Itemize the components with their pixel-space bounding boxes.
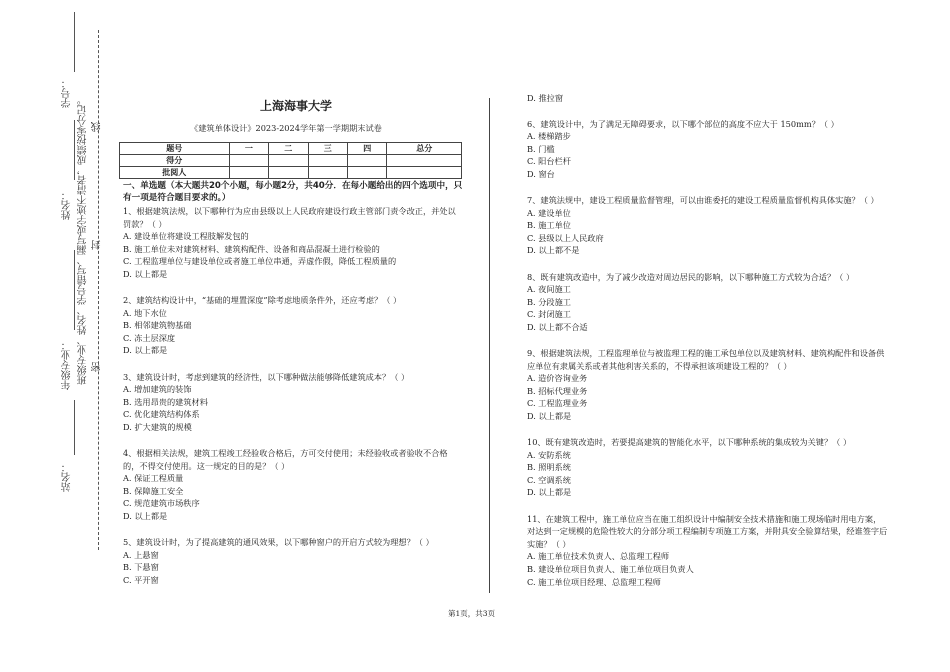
option: A. 建设单位将建设工程肢解发包的 xyxy=(123,231,249,242)
reviewer-cell[interactable] xyxy=(308,167,347,179)
question xyxy=(527,436,889,499)
option: A. 施工单位技术负责人、总监理工程师 xyxy=(527,551,670,562)
option: B. 施工单位 xyxy=(527,220,571,231)
right-questions xyxy=(527,118,889,589)
question xyxy=(123,294,463,357)
option: D. 窗台 xyxy=(527,168,555,179)
question xyxy=(123,447,463,523)
option: D. 以上都不合适 xyxy=(527,321,588,332)
name-label: 姓名： xyxy=(62,190,73,220)
question-stem: 2、建筑结构设计中，“基础的埋置深度”除考虑地质条件外，还应考虑？（ ） xyxy=(123,295,402,306)
student-id-line xyxy=(74,12,75,72)
option: B. 施工单位未对建筑材料、建筑构配件、设备和商品混凝土进行检验的 xyxy=(123,243,380,254)
column-divider xyxy=(489,98,490,593)
page-footer: 第1页，共3页 xyxy=(448,609,496,618)
score-header-cell: 总分 xyxy=(387,143,462,155)
school-title: 上海海事大学 xyxy=(260,99,333,113)
score-row-label: 得分 xyxy=(120,155,230,167)
score-header-cell: 一 xyxy=(229,143,268,155)
question-stem: 11、在建筑工程中，施工单位应当在施工组织设计中编制安全技术措施和施工现场临时用电方案，对达到一定规模的危险性较大的分部分项工程编制专项施工方案，并附具安全验算结果，经谁签字后实施？（ ） xyxy=(527,513,888,549)
left-questions xyxy=(123,205,463,586)
score-cell[interactable] xyxy=(269,155,308,167)
question xyxy=(123,205,463,281)
option: B. 相邻建筑物基础 xyxy=(123,320,192,331)
reviewer-cell[interactable] xyxy=(387,167,462,179)
name-line xyxy=(74,120,75,180)
question-stem: 3、建筑设计时，考虑到建筑的经济性，以下哪种做法能够降低建筑成本？（ ） xyxy=(123,371,410,382)
option: D. 以上都是 xyxy=(123,510,168,521)
score-table-header-row xyxy=(120,143,462,155)
left-column xyxy=(123,180,463,586)
option: B. 下悬窗 xyxy=(123,562,159,573)
section-heading: 一、单选题（本大题共20个小题，每小题2分，共40分．在每小题给出的四个选项中，只有一项是符合题目要求的。） xyxy=(123,181,463,203)
question xyxy=(123,371,463,434)
option: B. 门槛 xyxy=(527,143,555,154)
option: C. 阳台栏杆 xyxy=(527,156,571,167)
question-stem: 9、根据建筑法规，工程监理单位与被监理工程的施工承包单位以及建筑材料、建筑构配件和设备供应单位有隶属关系或者其他利害关系的，不得承担该项建设工程的？（ ） xyxy=(527,348,885,371)
seal-mark-mi: 密 xyxy=(92,362,103,372)
reviewer-row-label: 批阅人 xyxy=(120,167,230,179)
question-stem: 7、建筑法规中，建设工程质量监督管理，可以由谁委托的建设工程质量监督机构具体实施？（ ） xyxy=(527,195,879,206)
binding-notice: 班级专业、姓名、学号错写、漏写或字迹不清者，成绩按零分记。 xyxy=(78,95,89,385)
option: B. 招标代理业务 xyxy=(527,385,588,396)
binding-dashed-line xyxy=(98,30,99,550)
option: C. 工程监理业务 xyxy=(527,398,588,409)
option: A. 造价咨询业务 xyxy=(527,373,588,384)
score-row xyxy=(120,155,462,167)
question xyxy=(123,536,463,586)
option: A. 夜间施工 xyxy=(527,284,571,295)
score-table xyxy=(119,142,462,179)
option: A. 保证工程质量 xyxy=(123,473,184,484)
score-cell[interactable] xyxy=(308,155,347,167)
option: D. 以上都是 xyxy=(527,487,572,498)
option: A. 地下水位 xyxy=(123,307,167,318)
right-column xyxy=(527,92,889,588)
reviewer-cell[interactable] xyxy=(347,167,386,179)
score-cell[interactable] xyxy=(229,155,268,167)
question-stem: 1、根据建筑法规，以下哪种行为应由县级以上人民政府建设行政主管部门责令改正，并处以罚款？（ ） xyxy=(123,206,456,229)
option: C. 规范建筑市场秩序 xyxy=(123,498,200,509)
option: B. 分段施工 xyxy=(527,296,571,307)
score-header-cell: 题号 xyxy=(120,143,230,155)
option: D. 以上都是 xyxy=(123,268,168,279)
question xyxy=(527,194,889,257)
score-cell[interactable] xyxy=(387,155,462,167)
option: D. 推拉窗 xyxy=(527,93,564,103)
option: D. 扩大建筑的规模 xyxy=(123,421,192,432)
option: D. 以上都是 xyxy=(123,345,168,356)
option: B. 保障施工安全 xyxy=(123,485,184,496)
reviewer-cell[interactable] xyxy=(269,167,308,179)
question-stem: 5、建筑设计时，为了提高建筑的通风效果，以下哪种窗户的开启方式较为理想？（ ） xyxy=(123,537,434,548)
score-cell[interactable] xyxy=(347,155,386,167)
option: D. 以上都是 xyxy=(527,410,572,421)
class-label: 年级专业： xyxy=(62,340,73,390)
option: A. 安防系统 xyxy=(527,449,571,460)
question xyxy=(527,271,889,334)
question-stem: 6、建筑设计中，为了满足无障碍要求，以下哪个部位的高度不应大于 150mm？（ ） xyxy=(527,118,839,129)
option: C. 冻土层深度 xyxy=(123,332,176,343)
question xyxy=(527,118,889,181)
seal-mark-xian: 线 xyxy=(92,122,103,132)
exam-title: 《建筑单体设计》2023-2024学年第一学期期末试卷 xyxy=(190,123,382,133)
option: C. 空调系统 xyxy=(527,474,571,485)
score-header-cell: 二 xyxy=(269,143,308,155)
option: C. 工程监理单位与建设单位或者施工单位串通，弄虚作假，降低工程质量的 xyxy=(123,256,397,267)
question-stem: 4、根据相关法规，建筑工程竣工经验收合格后，方可交付使用；未经验收或者验收不合格的，不得交付使用。这一规定的目的是？（ ） xyxy=(123,448,448,471)
option: B. 照明系统 xyxy=(527,462,571,473)
school-line xyxy=(74,400,75,455)
option: C. 平开窗 xyxy=(123,574,159,585)
student-id-label: 学号： xyxy=(62,78,73,108)
question xyxy=(527,347,889,423)
question xyxy=(527,513,889,589)
option: C. 封闭施工 xyxy=(527,309,571,320)
option: B. 建设单位项目负责人、施工单位项目负责人 xyxy=(527,563,694,574)
option: A. 上悬窗 xyxy=(123,549,159,560)
option: C. 施工单位项目经理、总监理工程师 xyxy=(527,576,661,587)
question-stem: 10、既有建筑改造时，若要提高建筑的智能化水平，以下哪种系统的集成较为关键？（ ） xyxy=(527,437,852,448)
option: B. 选用昂贵的建筑材料 xyxy=(123,396,208,407)
school-label: 站名： xyxy=(62,462,73,492)
seal-mark-feng: 封 xyxy=(92,240,103,250)
option: C. 县级以上人民政府 xyxy=(527,232,604,243)
class-line xyxy=(74,250,75,330)
reviewer-cell[interactable] xyxy=(229,167,268,179)
reviewer-row xyxy=(120,167,462,179)
option: A. 增加建筑的装饰 xyxy=(123,384,192,395)
question-stem: 8、既有建筑改造中，为了减少改造对周边居民的影响，以下哪种施工方式较为合适？（ ） xyxy=(527,271,855,282)
option: A. 楼梯踏步 xyxy=(527,131,571,142)
option: D. 以上都不是 xyxy=(527,245,580,256)
option: A. 建设单位 xyxy=(527,207,571,218)
score-header-cell: 四 xyxy=(347,143,386,155)
score-header-cell: 三 xyxy=(308,143,347,155)
option: C. 优化建筑结构体系 xyxy=(123,409,200,420)
